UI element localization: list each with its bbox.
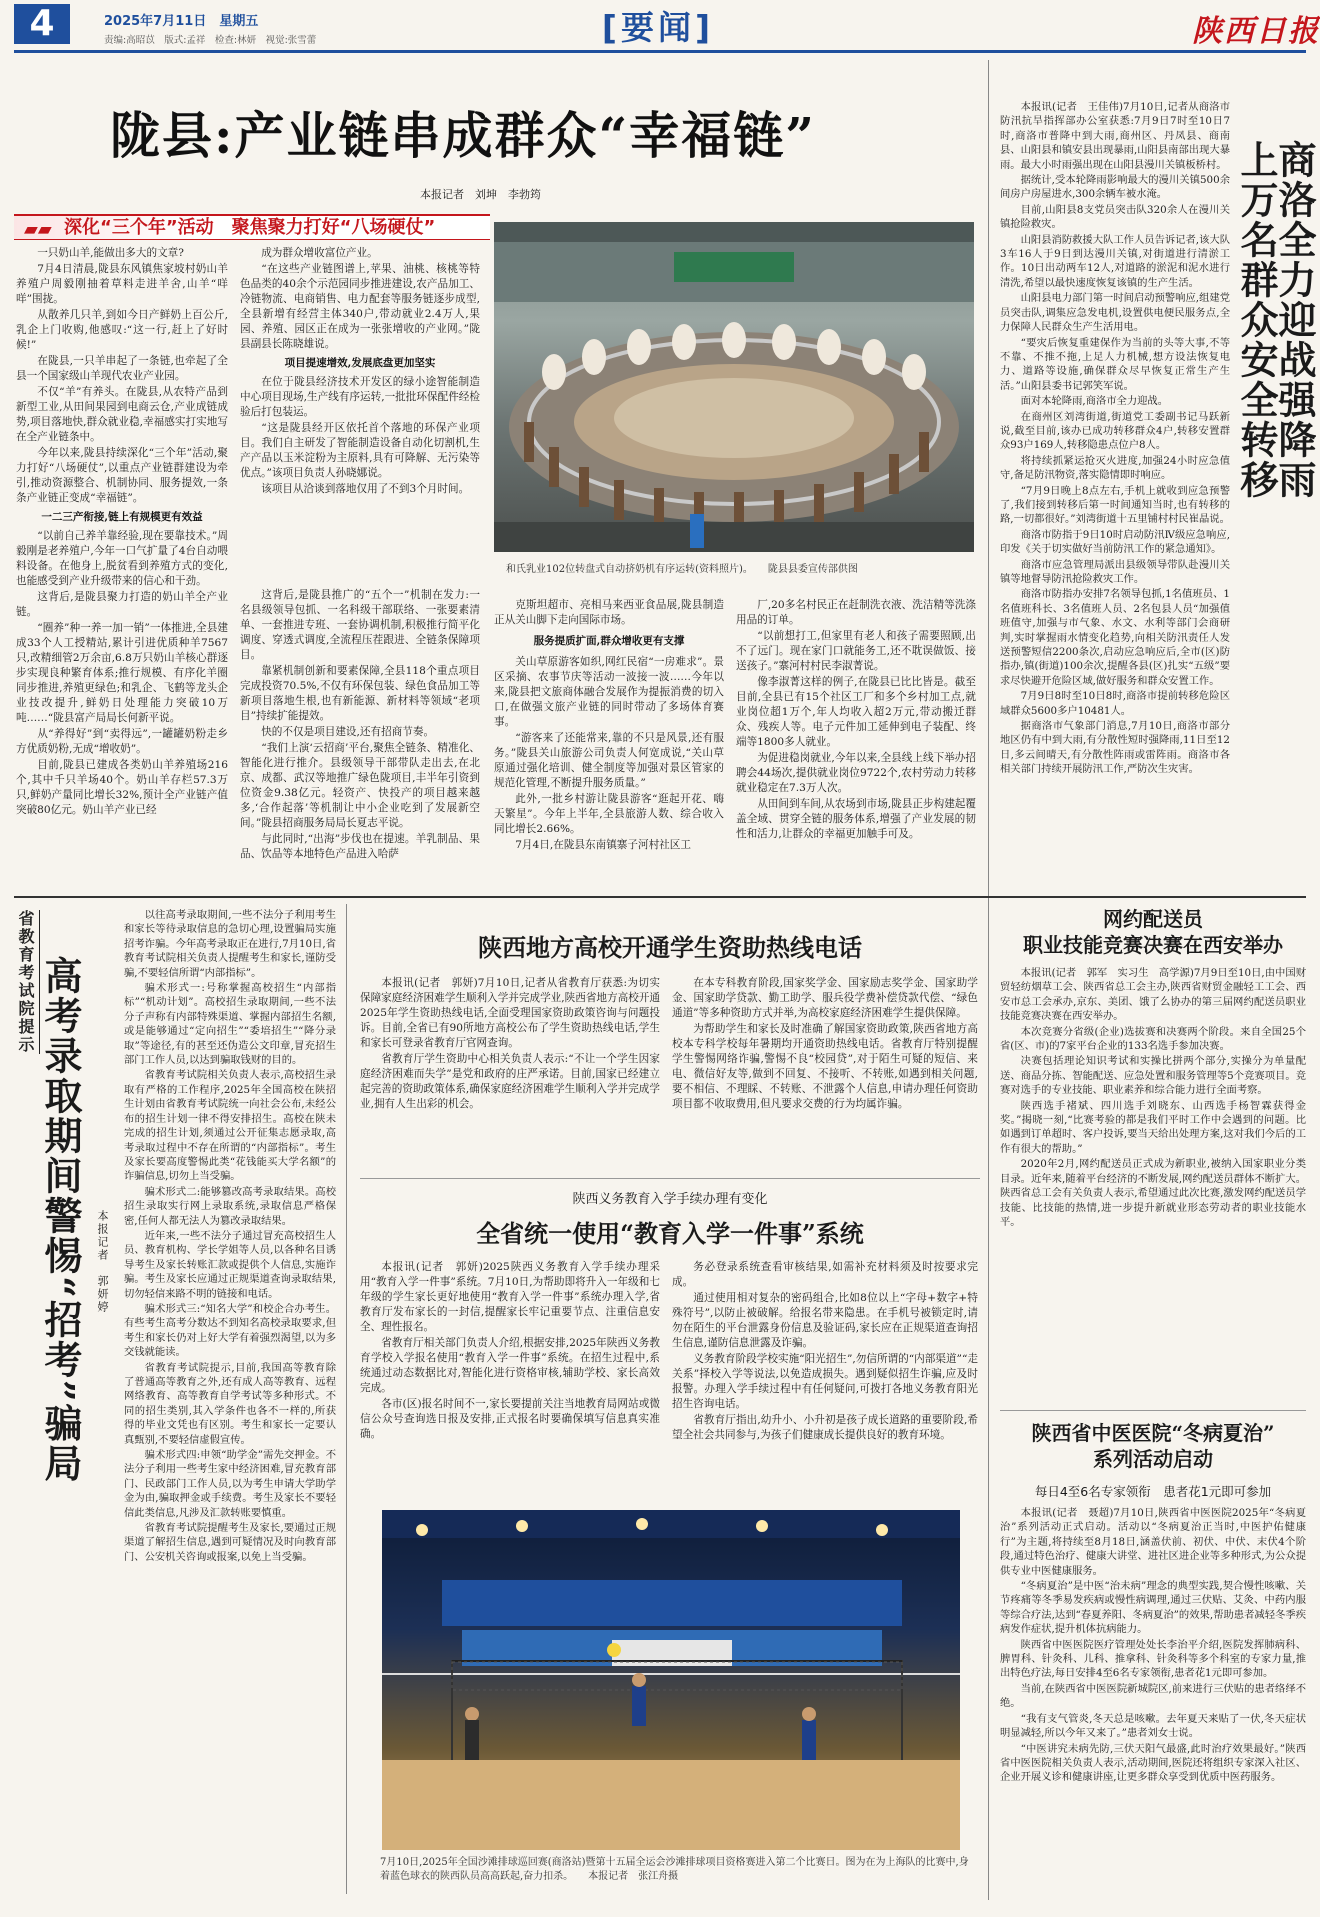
section-label: [要闻] — [601, 8, 715, 47]
story5-col2 — [672, 1260, 978, 1494]
para: 为帮助学生和家长及时准确了解国家资助政策,陕西省地方高校本专科学校每年暑期均开通资助热线电话。省教育厅特别提醒学生警惕网络诈骗,警惕不良“校园贷”,对于陌生可疑的短信、来电、微信好友等,做到不回复、不接听、不转账,如遇到相关问题,要不相信、不理睬、不转账、不泄露个人信息,申请办理任何资助项目都不收取费用,但凡要求交费的行为均属诈骗。 — [672, 1023, 978, 1110]
para: “游客来了还能常来,靠的不只是风景,还有服务。”陇县关山旅游公司负责人何宽成说,“关山草原通过强化培训、健全制度等加强对景区管家的规范化管理,不断提升服务质量。” — [494, 732, 724, 789]
para: 目前,山阳县8支党员突击队320余人在漫川关镇抢险救灾。 — [1000, 203, 1230, 231]
story4-divider — [360, 1178, 980, 1179]
banner-text: 深化“三个年”活动 聚焦聚力打好“八场硬仗” — [64, 217, 436, 238]
para: 2020年2月,网约配送员正式成为新职业,被纳入国家职业分类目录。近年来,随着平台经济的不断发展,网约配送员群体不断扩大。陕西省总工会有关负责人表示,希望通过此次比赛,激发网约配送员学技能、比技能的热情,进一步提升新就业形态劳动者的职业技能水平。 — [1000, 1158, 1306, 1228]
story1-colB — [494, 598, 724, 886]
para: 本报讯(记者 郭妍)2025陕西义务教育入学手续办理采用“教育入学一件事”系统。7月10日,为帮助即将升入一年级和七年级的学生家长更好地使用“教育入学一件事”系统办理入学,省教育厅发布家长的一封信,提醒家长牢记重要节点、注重信息安全、理性报名。 — [360, 1261, 660, 1333]
story6-divider — [1000, 1410, 1306, 1411]
para: 像李淑菁这样的例子,在陇县已比比皆是。截至目前,全县已有15个社区工厂和多个乡村加工点,就业岗位超1万个,年人均收入超2万元,带动搬迁群众、残疾人等。电子元件加工延伸到电子装配、终端等1800多人就业。 — [736, 676, 976, 748]
section-divider — [14, 896, 1306, 898]
para: 厂,20多名村民正在赶制洗衣液、洗洁精等洗涤用品的订单。 — [736, 599, 976, 626]
para: 骗术形式二:能够篡改高考录取结果。高校招生录取实行网上录取系统,录取信息严格保密,任何人都无法人为篡改录取结果。 — [124, 1185, 336, 1227]
para: 山阳县电力部门第一时间启动预警响应,组建党员突击队,调集应急发电机,设置供电便民服务点,全力保障人民群众生产生活用电。 — [1000, 292, 1230, 334]
para: 陕西省中医医院医疗管理处处长李治平介绍,医院发挥肺病科、脾胃科、针灸科、儿科、推拿科、针灸科等多个科室的专家力量,推出特色疗法,每日安排4至6名专家领衔,患者花1元即可参加。 — [1000, 1638, 1306, 1680]
story4-col1 — [360, 976, 660, 1172]
story7-title-line2: 系列活动启动 — [1093, 1447, 1213, 1471]
para: 这背后,是陇县推广的“五个一”机制在发力:一名县级领导包抓、一名科级干部联络、一张要素清单、一套推进专班、一套协调机制,积极推行简平化调度、穿透式调度,全流程压茬跟进、全链条保障项目。 — [240, 589, 480, 661]
para: 目前,陇县已建成各类奶山羊养殖场216个,其中千只羊场40个。奶山羊存栏57.3万只,鲜奶产量同比增长32%,预计全产业链产值突破80亿元。奶山羊产业已经 — [16, 759, 228, 816]
para: 7月9日8时至10日8时,商洛市提前转移危险区域群众5600多户10481人。 — [1000, 690, 1230, 717]
para: 省教育考试院相关负责人表示,高校招生录取有严格的工作程序,2025年全国高校在陕招生计划由省教育考试院统一向社会公布,未经公布的招生计划一律不得安排招生。高校在陕未完成的招生计划,须通过公开征集志愿录取,高考录取过程中不存在所谓的“内部指标”。考生及家长要高度警惕此类“花钱能买大学名额”的诈骗信息,切勿上当受骗。 — [124, 1069, 336, 1183]
para: 通过使用相对复杂的密码组合,比如8位以上“字母+数字+特殊符号”,以防止被破解。给报名带来隐患。在手机号被锁定时,请勿在陌生的平台泄露身份信息及验证码,家长应在正规渠道查询招生信息,谨防信息泄露及诈骗。 — [672, 1292, 978, 1349]
para: 省教育厅学生资助中心相关负责人表示:“不让一个学生因家庭经济困难而失学”是党和政府的庄严承诺。目前,国家已经建立起完善的资助政策体系,确保家庭经济困难学生顺利入学并完成学业,拥有人生出彩的机会。 — [360, 1053, 660, 1110]
para: 商洛市防指办安排7名领导包抓,1名值班员、1名值班科长、3名值班人员、2名包县人员“加强值班值守,加强与市气象、水文、水利等部门会商研判,实时掌握雨水情变化趋势,向相关防汛责任人发送预警短信2200条次,启动应急响应后,全市(区)防指办,镇(街道)100余次,提醒各县(区)扎实“五级”要求尽快避开危险区域,做好服务和群众安置工作。 — [1000, 588, 1230, 687]
para: “这是陇县经开区依托首个落地的环保产业项目。我们自主研发了智能制造设备自动化切割机,生产产品以玉米淀粉为主原料,具有可降解、无污染等优点。”该项目负责人孙晓娜说。 — [240, 422, 480, 479]
para: 这背后,是陇县聚力打造的奶山羊全产业链。 — [16, 591, 228, 618]
para: “以前想打工,但家里有老人和孩子需要照顾,出不了远门。现在家门口就能务工,还不耽误做饭、接送孩子。”寨河村村民李淑菁说。 — [736, 630, 976, 672]
story7-deck: 每日4至6名专家领衔 患者花1元即可参加 — [1034, 1484, 1272, 1499]
story3-body — [124, 908, 336, 1894]
para: 商洛市防指于9日10时启动防汛Ⅳ级应急响应,印发《关于切实做好当前防汛工作的紧急通知》。 — [1000, 528, 1230, 556]
para: 决赛包括理论知识考试和实操比拼两个部分,实操分为单量配送、商品分拣、智能配送、应急处置和服务管理等5个竞赛项目。竞赛对选手的专业技能、职业素养和综合能力进行全面考察。 — [1000, 1055, 1306, 1097]
story1-colC — [736, 598, 976, 886]
para: “中医讲究未病先防,三伏天阳气最盛,此时治疗效果最好。”陕西省中医医院相关负责人表示,活动期间,医院还将组织专家深入社区、企业开展义诊和健康讲座,让更多群众享受到优质中医药服务。 — [1000, 1742, 1306, 1784]
para: “要灾后恢复重建保作为当前的头等大事,不等不靠、不推不拖,上足人力机械,想方设法恢复电力、道路等设施,确保群众尽早恢复正常生产生活。”山阳县委书记郭笑军说。 — [1000, 336, 1230, 392]
para: 省教育厅指出,幼升小、小升初是孩子成长道路的重要阶段,希望全社会共同参与,为孩子们健康成长提供良好的教育环境。 — [672, 1414, 978, 1441]
story1-colA — [240, 588, 480, 886]
story7-title-line1: 陕西省中医医院“冬病夏治” — [1031, 1421, 1275, 1445]
para: 骗术形式三:“知名大学”和校企合办考生。有些考生高考分数达不到知名高校录取要求,但考生和家长仍对上好大学有着强烈渴望,以为多交钱就能读。 — [124, 1302, 336, 1359]
para: 快的不仅是项目建设,还有招商节奏。 — [261, 726, 435, 738]
masthead-rule — [14, 50, 1306, 53]
para: 将持续抓紧运抢灭火进度,加强24小时应急值守,备足防汛物资,落实隐情即时响应。 — [1000, 454, 1230, 482]
para: “我有支气管炎,冬天总是咳嗽。去年夏天来贴了一伏,冬天症状明显减轻,所以今年又来了。”患者刘女士说。 — [1000, 1712, 1306, 1740]
para: 据统计,受本轮降雨影响最大的漫川关镇500余间房户房屋进水,300余辆车被水淹。 — [1000, 174, 1230, 201]
story6-title-line2: 职业技能竞赛决赛在西安举办 — [1023, 933, 1283, 957]
subhead: 项目提速增效,发展底盘更加坚实 — [284, 357, 436, 369]
para: 在位于陇县经济技术开发区的绿小途智能制造中心项目现场,生产线有序运转,一批批环保配件经检验后打包装运。 — [240, 376, 480, 418]
para: “在这些产业链图谱上,苹果、油桃、核桃等特色品类的40余个示范园同步推进建设,农产品加工、冷链物流、电商销售、电力配套等服务链逐步成型,全县新增有经营主体340户,带动就业2.4万人,果园、养殖、园区正在成为一张张增收的产业网。”陇县副县长陈晓雄说。 — [240, 263, 480, 350]
beach-volleyball-photo — [382, 1510, 960, 1850]
story3-divider — [346, 904, 347, 1894]
story7-headline — [1000, 1420, 1306, 1472]
page-number: 4 — [14, 4, 70, 44]
para: 从散养几只羊,到如今日产鲜奶上百公斤,乳企上门收购,他感叹:“这一行,赶上了好时候!” — [16, 309, 228, 351]
para: 在陇县,一只羊串起了一条链,也牵起了全县一个国家级山羊现代农业产业园。 — [16, 355, 228, 382]
para: “7月9日晚上8点左右,手机上就收到应急预警了,我们接到转移后第一时间通知当时,也有转移的路,一切都很好。”刘湾街道十五里铺村村民崔晶说。 — [1000, 484, 1230, 526]
story2-body — [1000, 100, 1230, 886]
para: 陕西选手褚斌、四川选手刘晓东、山西选手杨智霖获得金奖。”揭晓一刻,“比赛考验的都是我们平时工作中会遇到的问题。比如遇到订单超时、客户投诉,要当天给出处理方案,这对我们今后的工作有很大的帮助。” — [1000, 1099, 1306, 1155]
para: 为促进稳岗就业,今年以来,全县线上线下举办招聘会44场次,提供就业岗位9722个,农村劳动力转移就业稳定在7.3万人次。 — [736, 752, 976, 794]
story6-title-line1: 网约配送员 — [1103, 907, 1203, 931]
para: 7月4日清晨,陇县东风镇焦家坡村奶山羊养殖户周毅刚抽着草料走进羊舍,山羊“咩咩”围拢。 — [16, 263, 228, 305]
issue-date: 2025年7月11日 星期五 — [104, 14, 259, 29]
para: 当前,在陕西省中医医院新城院区,前来进行三伏贴的患者络绎不绝。 — [1000, 1682, 1306, 1710]
para: 务必登录系统查看审核结果,如需补充材料须及时按要求完成。 — [672, 1261, 978, 1288]
story4-col2 — [672, 976, 978, 1172]
story5-kicker: 陕西义务教育入学手续办理有变化 — [572, 1192, 768, 1207]
para: 义务教育阶段学校实施“阳光招生”,勿信所谓的“内部渠道”“走关系”择校入学等说法,以免造成损失。遇到疑似招生诈骗,应及时报警。办理入学手续过程中有任何疑问,可拨打各地义务教育阳光招生咨询电话。 — [672, 1353, 978, 1410]
para: 本报讯(记者 聂超)7月10日,陕西省中医医院2025年“冬病夏治”系列活动正式启动。活动以“冬病夏治正当时,中医护佑健康行”为主题,将持续至8月18日,涵盖伏前、初伏、中伏、末伏4个阶段,通过特色治疗、健康大讲堂、进社区进企业等多种形式,为公众提供专业中医健康服务。 — [1000, 1507, 1306, 1577]
story1-headline: 陇县:产业链串成群众“幸福链” — [110, 106, 816, 165]
para: “我们上演‘云招商’平台,聚焦全链条、精准化、智能化进行推介。县级领导干部带队走出去,在北京、成都、武汉等地推广绿色陇项目,丰半年引资到位资金9.38亿元。轻资产、快投产的项目越来越多,‘合作起落’等机制让中小企业吃到了发展新空间。”陇县招商服务局局长夏志平说。 — [240, 742, 480, 829]
photo1-caption: 和氏乳业102位转盘式自动挤奶机有序运转(资料照片)。 陇县县委宣传部供图 — [506, 564, 858, 575]
para: 靠紧机制创新和要素保障,全县118个重点项目完成投资70.5%,不仅有环保包装、绿色食品加工等新项目落地生根,也有新能源、新材料等领域“老项目”持续扩能提效。 — [240, 665, 480, 722]
para: 在本专科教育阶段,国家奖学金、国家励志奖学金、国家助学金、国家助学贷款、勤工助学、服兵役学费补偿贷款代偿、“绿色通道”等多种资助方式并举,为高校家庭经济困难学生提供保障。 — [672, 977, 978, 1019]
story1-banner — [14, 214, 490, 240]
milking-parlor-illustration — [494, 222, 974, 552]
para: 本报讯(记者 郭军 实习生 高学源)7月9日至10日,由中国财贸轻纺烟草工会、陕西省总工会主办,陕西省财贸金融轻工工会、西安市总工会承办,京东、美团、饿了么协办的第三届网约配送员职业技能竞赛决赛在西安举办。 — [1000, 967, 1306, 1023]
para: 在商州区刘湾街道,街道党工委副书记马跃新说,截至目前,该办已成功转移群众4户,转移安置群众93户169人,转移隐患点位户8人。 — [1000, 410, 1230, 452]
editor-credits: 责编:高昭苡 版式:孟祥 检查:林妍 视觉:张雪蕾 — [104, 35, 317, 46]
para: 该项目从洽谈到落地仅用了不到3个月时间。 — [261, 483, 470, 495]
para: 本报讯(记者 王佳伟)7月10日,记者从商洛市防汛抗旱指挥部办公室获悉:7月9日7时至10日7时,商洛市普降中到大雨,商州区、丹凤县、商南县、山阳县和镇安县出现暴雨,山阳县南部出现大暴雨。最大小时雨强出现在山阳县漫川关镇板桥村。 — [1000, 101, 1230, 171]
story3-headline: 高考录取期间警惕“招考”骗局 — [38, 956, 83, 1484]
story3-byline: 本报记者 郭妍婷 — [96, 1210, 109, 1314]
para: 近年来,一些不法分子通过冒充高校招生人员、教育机构、学长学姐等人员,以各种名目诱导考生及家长转账汇款或提供个人信息,实施诈骗。考生及家长应通过正规渠道查询录取结果,切勿轻信来路不明的链接和电话。 — [124, 1229, 336, 1300]
para: “圈养”种一养一加一销”一体推进,全县建成33个人工授精站,累计引进优质种羊7567只,改精细管2万余亩,6.8万只奶山羊核心群逐步实现良种繁育体系;推行规模、有序化羊圈同步推进,养殖更绿色;和乳企、飞鹤等龙头企业技改提升,鲜奶日处理能力突破10万吨……“陇县富产局局长何新平说。 — [16, 622, 228, 724]
para: 各市(区)报名时间不一,家长要提前关注当地教育局网站或微信公众号查询选日报及安排,正式报名时要确保填写信息真实准确。 — [360, 1398, 660, 1440]
story5-headline: 全省统一使用“教育入学一件事”系统 — [476, 1219, 864, 1248]
para: 成为群众增收富位产业。 — [261, 247, 378, 259]
para: 骗术形式一:号称掌握高校招生“内部指标”“机动计划”。高校招生录取期间,一些不法分子声称有内部特殊渠道、掌握内部招生名额,或是能够通过“定向招生”“委培招生”“降分录取”等途径,有的甚至还伪造公文印章,冒充招生部门工作人员,以达到骗取钱财的目的。 — [124, 982, 336, 1067]
story7-body — [1000, 1506, 1306, 1902]
para: 一只奶山羊,能做出多大的文章? — [37, 247, 184, 259]
story2-headline-2: 上万名群众安全转移 — [1234, 140, 1279, 500]
story1-byline: 本报记者 刘坤 李勃筠 — [420, 188, 541, 201]
para: 今年以来,陇县持续深化“三个年”活动,聚力打好“八场硬仗”,以重点产业链群建设为牵引,推动资源整合、机制协同、服务提效,一条条产业链正变成“幸福链”。 — [16, 447, 228, 504]
story1-col1 — [16, 246, 228, 886]
subhead: 服务提质扩面,群众增收更有支撑 — [533, 635, 685, 647]
para: 从“养得好”到“卖得远”,一罐罐奶粉走乡方优质奶粉,无成“增收奶”。 — [16, 728, 228, 755]
story6-body — [1000, 966, 1306, 1402]
para: 省教育厅相关部门负责人介绍,根据安排,2025年陕西义务教育学校入学报名使用“教育入学一件事”系统。在招生过程中,系统通过动态数据比对,智能化进行资格审核,辅助学校、家长高效完成。 — [360, 1337, 660, 1394]
para: 省教育考试院提示,目前,我国高等教育除了普通高等教育之外,还有成人高等教育、远程网络教育、高等教育自学考试等多种形式。不同的招生类别,其入学条件也各不一样的,所获得的毕业文凭也有区别。考生和家长一定要认真甄别,不要轻信虚假宣传。 — [124, 1361, 336, 1446]
story1-col2 — [240, 246, 480, 576]
para: 克斯坦超市、亮相马来西亚食品展,陇县制造正从关山脚下走向国际市场。 — [494, 599, 724, 626]
para: 不仅“羊”有养头。在陇县,从农特产品到新型工业,从田间果园到电商云仓,产业成链成势,项目落地快,群众就业稳,幸福感实打实地写在全产业链条中。 — [16, 386, 228, 443]
newspaper-logo: 陕西日报 — [1192, 14, 1320, 49]
para: 以往高考录取期间,一些不法分子利用考生和家长等待录取信息的急切心理,设置骗局实施招考诈骗。今年高考录取正在进行,7月10日,省教育考试院相关负责人提醒考生和家长,谨防受骗,不要轻信所谓“内部指标”。 — [124, 909, 336, 979]
para: 7月4日,在陇县东南镇寨子河村社区工 — [515, 839, 691, 851]
para: “冬病夏治”是中医“治未病”理念的典型实践,契合慢性咳嗽、关节疼痛等冬季易发疾病或慢性病调理,通过三伏贴、艾灸、中药内服等综合疗法,达到“春夏养阳、冬病夏治”的效果,帮助患者减轻冬季疾病发作症状,提升机体抗病能力。 — [1000, 1580, 1306, 1636]
para: 山阳县消防救援大队工作人员告诉记者,该大队3车16人于9日到达漫川关镇,对街道进行清淤工作。10日出动两车12人,对道路的淤泥和泥水进行清洗,希望以最快速度恢复该镇的生产生活。 — [1000, 233, 1230, 289]
story4-headline: 陕西地方高校开通学生资助热线电话 — [478, 933, 862, 962]
para: “以前自己养羊靠经验,现在要靠技术。”周毅刚是老养殖户,今年一口气扩量了4台自动喂料设备。在他身上,脱贫看到养殖方式的变化,也能感受到产业升级带来的信心和干劲。 — [16, 530, 228, 587]
story2-headline: 商洛全力迎战强降雨 — [1272, 140, 1317, 500]
right-column-divider — [988, 60, 989, 1900]
para: 据商洛市气象部门消息,7月10日,商洛市部分地区仍有中到大雨,有分散性短时强降雨,11日至12日,多云间晴天,有分散性阵雨或雷阵雨。商洛市各相关部门持续开展防汛工作,严防次生灾害。 — [1000, 720, 1230, 776]
para: 省教育考试院提醒考生及家长,要通过正规渠道了解招生信息,遇到可疑情况及时向教育部门、公安机关咨询或报案,以免上当受骗。 — [124, 1522, 336, 1563]
subhead: 一二三产衔接,链上有规模更有效益 — [41, 511, 203, 523]
photo2-caption: 7月10日,2025年全国沙滩排球巡回赛(商洛站)暨第十五届全运会沙滩排球项目资格赛进入第二个比赛日。图为在为上海队的比赛中,身着蓝色球衣的陕西队员高高跃起,奋力扣杀。 本报记者 张江舟摄 — [380, 1857, 969, 1882]
story6-headline — [1000, 906, 1306, 958]
story3-label: 省教育考试院提示 — [14, 910, 40, 1054]
para: 骗术形式四:申领“助学金”需先交押金。不法分子利用一些考生家中经济困难,冒充教育部门、民政部门工作人员,以为考生申请大学助学金为由,骗取押金或手续费。考生及家长不要轻信此类信息,凡涉及汇款转账要慎重。 — [124, 1449, 336, 1519]
story5-col1 — [360, 1260, 660, 1494]
beach-volleyball-illustration — [382, 1510, 960, 1850]
para: 本报讯(记者 郭妍)7月10日,记者从省教育厅获悉:为切实保障家庭经济困难学生顺利入学并完成学业,陕西省地方高校开通2025年学生资助热线电话,全面受理国家资助政策咨询与问题投诉。目前,全省已有90所地方高校公布了学生资助热线电话,学生和家长可登录省教育厅官网查询。 — [360, 977, 660, 1049]
para: 面对本轮降雨,商洛市全力迎战。 — [1020, 395, 1169, 408]
banner-slash-icon: ▰▰ — [24, 219, 52, 240]
para: 此外,一批乡村游让陇县游客“逛起开花、嗨天繁星”。今年上半年,全县旅游人数、综合收入同比增长2.66%。 — [494, 793, 724, 835]
para: 从田间到车间,从农场到市场,陇县正步构建起覆盖全域、贯穿全链的服务体系,增强了产业发展的韧性和活力,让群众的幸福更加触手可及。 — [736, 798, 976, 840]
para: 本次竞赛分省级(企业)选拔赛和决赛两个阶段。来自全国25个省(区、市)的7家平台企业的133名选手参加决赛。 — [1000, 1025, 1306, 1053]
para: 与此同时,“出海”步伐也在提速。羊乳制品、果品、饮品等本地特色产品进入哈萨 — [240, 833, 480, 860]
para: 商洛市应急管理局派出县级领导带队赴漫川关镇等地督导防汛抢险救灾工作。 — [1000, 558, 1230, 585]
para: 关山草原游客如织,网红民宿“一房难求”。景区采摘、农事节庆等活动一波接一波……今年以来,陇县把文旅商体融合发展作为提振消费的切入口,在做强文旅产业链的同时带动了多场体育赛事。 — [494, 656, 724, 728]
milking-parlor-photo — [494, 222, 974, 552]
